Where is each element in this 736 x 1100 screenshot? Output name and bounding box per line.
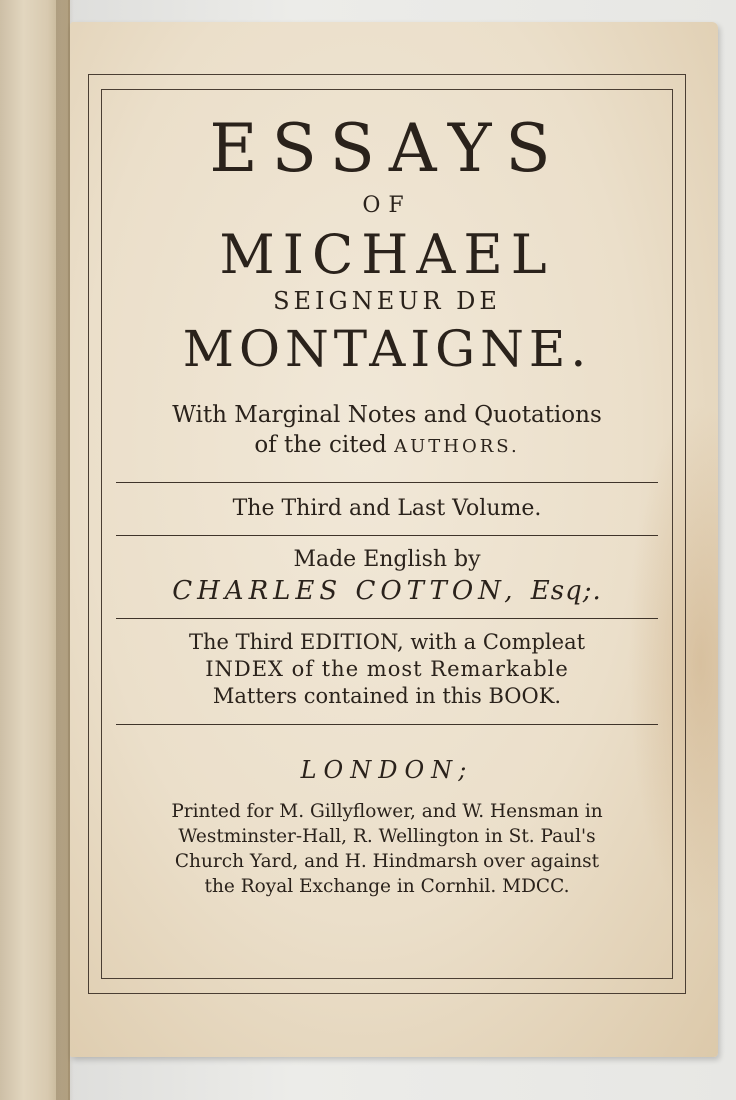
- volume-line: The Third and Last Volume.: [232, 496, 542, 521]
- imprint-line-3: Church Yard, and H. Hindmarsh over against: [174, 851, 600, 872]
- edition-line-3: Matters contained in this BOOK.: [212, 684, 562, 708]
- imprint-line-4: the Royal Exchange in Cornhil. MDCC.: [204, 876, 570, 897]
- author-first-name: MICHAEL: [219, 223, 555, 286]
- edition-statement: [122, 629, 652, 710]
- subtitle-authors: AUTHORS.: [394, 436, 520, 457]
- title-page-content: [122, 110, 652, 958]
- horizontal-rule-2: [116, 535, 658, 536]
- author-surname: MONTAIGNE.: [182, 320, 592, 378]
- author-title: SEIGNEUR DE: [273, 287, 501, 315]
- translator: [122, 574, 652, 608]
- edition-line-2: INDEX of the most Remarkable: [205, 657, 569, 681]
- imprint-line-2: Westminster-Hall, R. Wellington in St. Paul's: [178, 826, 596, 847]
- subtitle-line-2-prefix: of the cited: [254, 432, 387, 458]
- subtitle-line-2: [122, 430, 652, 462]
- translator-name: CHARLES COTTON,: [172, 576, 518, 606]
- translator-suffix: Esq;.: [530, 576, 602, 606]
- imprint-place: LONDON;: [300, 756, 474, 784]
- subtitle-line-1: With Marginal Notes and Quotations: [172, 402, 602, 428]
- imprint: [122, 799, 652, 899]
- book-title: ESSAYS: [209, 110, 565, 187]
- edition-line-1: The Third EDITION, with a Compleat: [188, 630, 586, 654]
- horizontal-rule-3: [116, 618, 658, 619]
- inner-border-frame: [101, 89, 673, 979]
- subtitle: [122, 400, 652, 462]
- outer-border-frame: [88, 74, 686, 994]
- of-line: OF: [362, 193, 412, 218]
- title-page: [70, 22, 718, 1057]
- translated-by-line: Made English by: [293, 547, 481, 572]
- horizontal-rule-4: [116, 724, 658, 725]
- imprint-line-1: Printed for M. Gillyflower, and W. Hensman in: [171, 801, 603, 822]
